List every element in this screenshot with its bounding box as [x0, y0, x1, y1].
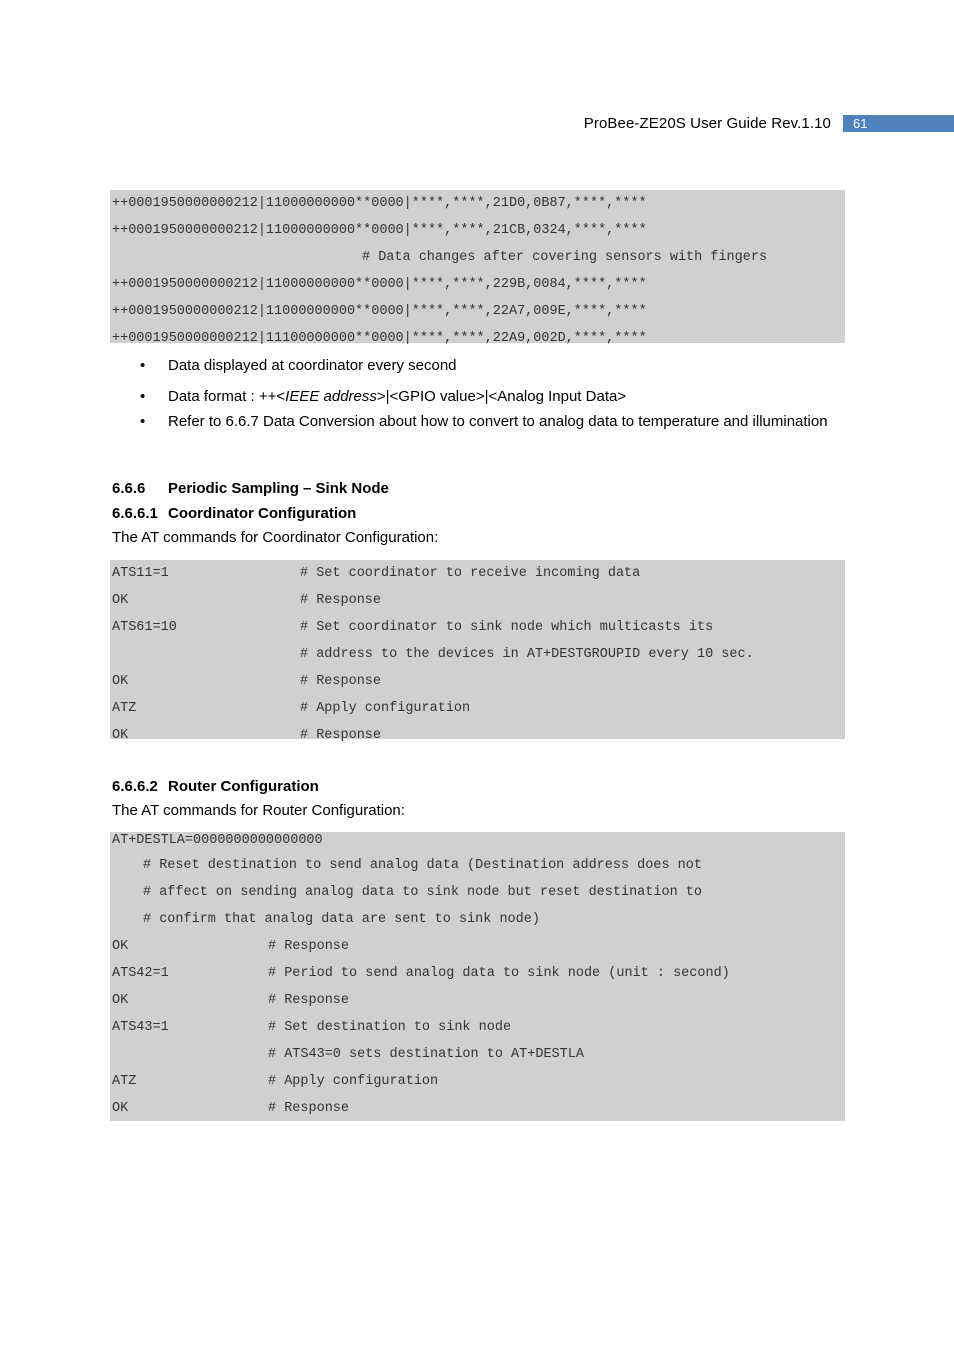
code-line: OK # Response [112, 728, 382, 743]
code-line: ATZ # Apply configuration [112, 1074, 439, 1089]
code-line: OK # Response [112, 1101, 350, 1116]
code-line: ++0001950000000212|11000000000**0000|****,****,21D0,0B87,****,**** [112, 196, 647, 211]
code-line: ++0001950000000212|11000000000**0000|****,****,22A7,009E,****,**** [112, 304, 647, 319]
list-item: • Data displayed at coordinator every second [140, 354, 845, 378]
subsection-heading: 6.6.6.2 Router Configuration [112, 778, 319, 795]
code-line: ++0001950000000212|11100000000**0000|****,****,22A9,002D,****,**** [112, 331, 647, 346]
subsection-heading: 6.6.6.1 Coordinator Configuration [112, 505, 357, 522]
document-title: ProBee-ZE20S User Guide Rev.1.10 [583, 115, 831, 132]
code-line: ATS11=1 # Set coordinator to receive incoming data [112, 566, 641, 581]
data-output-block [110, 190, 845, 346]
code-line: ATS61=10 # Set coordinator to sink node which multicasts its [112, 620, 714, 635]
code-line: AT+DESTLA=0000000000000000 [112, 833, 323, 848]
paragraph: The AT commands for Router Configuration: [112, 802, 405, 819]
code-line: ++0001950000000212|11000000000**0000|****,****,21CB,0324,****,**** [112, 223, 647, 238]
list-item: • Refer to 6.6.7 Data Conversion about how to convert to analog data to temperature and illumination [140, 410, 845, 434]
code-line: ATS43=1 # Set destination to sink node [112, 1020, 512, 1035]
code-line: # Reset destination to send analog data (Destination address does not [143, 858, 702, 873]
code-line: ATS42=1 # Period to send analog data to sink node (unit : second) [112, 966, 730, 981]
code-line: # affect on sending analog data to sink node but reset destination to [143, 885, 702, 900]
code-line: # confirm that analog data are sent to sink node) [143, 912, 540, 927]
code-line: OK # Response [112, 939, 350, 954]
coordinator-commands-block [110, 560, 845, 743]
list-item: • Data format : ++<IEEE address>|<GPIO value>|<Analog Input Data> [140, 385, 845, 409]
code-line: OK # Response [112, 674, 382, 689]
code-comment-line: # Data changes after covering sensors with fingers [362, 250, 768, 265]
code-line: ++0001950000000212|11000000000**0000|****,****,229B,0084,****,**** [112, 277, 647, 292]
bullet-list [140, 354, 845, 435]
paragraph: The AT commands for Coordinator Configuration: [112, 529, 439, 546]
code-line: # address to the devices in AT+DESTGROUPID every 10 sec. [300, 647, 754, 662]
page-header [584, 114, 954, 133]
section-heading: 6.6.6 Periodic Sampling – Sink Node [112, 480, 389, 497]
code-line: OK # Response [112, 593, 382, 608]
code-line: OK # Response [112, 993, 350, 1008]
code-line: # ATS43=0 sets destination to AT+DESTLA [268, 1047, 584, 1062]
page-number: 61 [843, 115, 954, 132]
code-line: ATZ # Apply configuration [112, 701, 471, 716]
router-commands-block [110, 832, 845, 1121]
